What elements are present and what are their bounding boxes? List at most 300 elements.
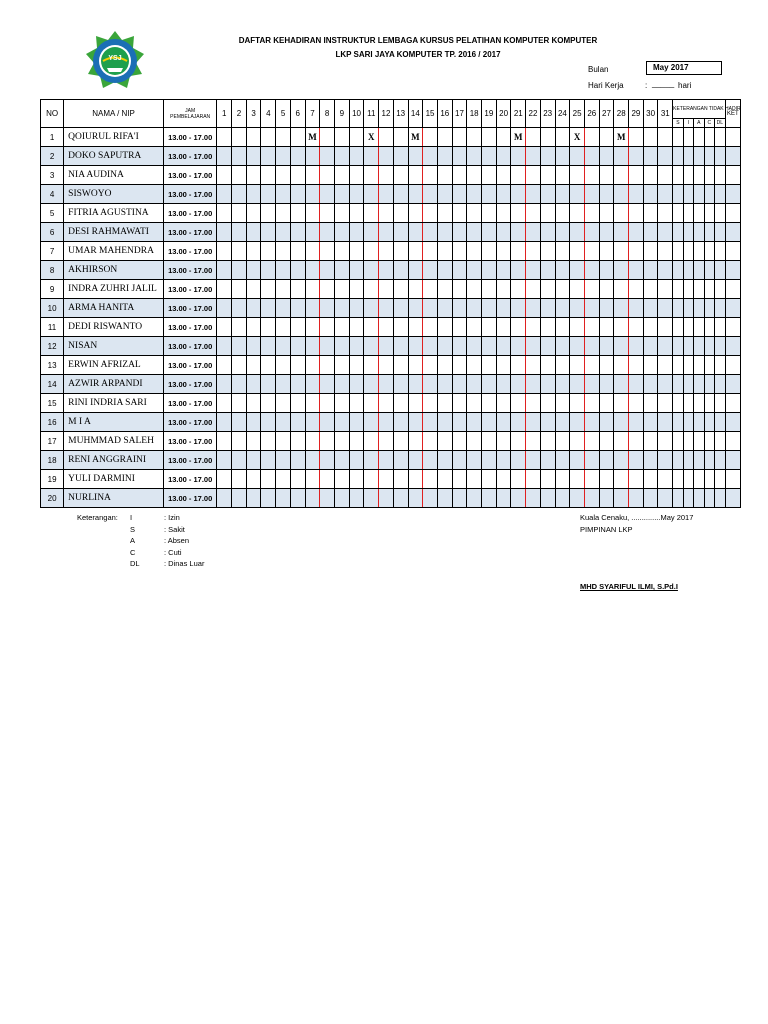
- day-cell[interactable]: [467, 356, 482, 375]
- day-cell[interactable]: [452, 470, 467, 489]
- day-cell[interactable]: [599, 261, 614, 280]
- day-cell[interactable]: [570, 261, 585, 280]
- keterangan-cell[interactable]: [673, 128, 683, 147]
- day-cell[interactable]: [496, 299, 511, 318]
- day-cell[interactable]: [540, 299, 555, 318]
- day-cell[interactable]: [511, 280, 526, 299]
- day-cell[interactable]: [408, 413, 423, 432]
- day-cell[interactable]: [217, 185, 232, 204]
- day-cell[interactable]: [629, 128, 644, 147]
- keterangan-cell[interactable]: [683, 394, 693, 413]
- day-cell[interactable]: [629, 470, 644, 489]
- day-cell[interactable]: [290, 451, 305, 470]
- day-cell[interactable]: [467, 451, 482, 470]
- day-cell[interactable]: [261, 356, 276, 375]
- day-cell[interactable]: [629, 242, 644, 261]
- day-cell[interactable]: [614, 451, 629, 470]
- keterangan-cell[interactable]: [673, 356, 683, 375]
- day-cell[interactable]: [643, 318, 658, 337]
- day-cell[interactable]: [320, 432, 335, 451]
- day-cell[interactable]: [335, 337, 350, 356]
- day-cell[interactable]: [496, 185, 511, 204]
- day-cell[interactable]: [643, 470, 658, 489]
- day-cell[interactable]: [614, 318, 629, 337]
- day-cell[interactable]: [423, 128, 438, 147]
- day-cell[interactable]: [320, 337, 335, 356]
- day-cell[interactable]: [437, 166, 452, 185]
- day-cell[interactable]: [540, 204, 555, 223]
- day-cell[interactable]: [261, 147, 276, 166]
- keterangan-cell[interactable]: [704, 299, 714, 318]
- day-cell[interactable]: [320, 299, 335, 318]
- day-cell[interactable]: [555, 242, 570, 261]
- day-cell[interactable]: [349, 280, 364, 299]
- day-cell[interactable]: [349, 337, 364, 356]
- day-cell[interactable]: [276, 185, 291, 204]
- day-cell[interactable]: [643, 413, 658, 432]
- day-cell[interactable]: [276, 394, 291, 413]
- keterangan-cell[interactable]: [673, 470, 683, 489]
- day-cell[interactable]: [261, 413, 276, 432]
- day-cell[interactable]: [496, 166, 511, 185]
- day-cell[interactable]: [246, 451, 261, 470]
- day-cell[interactable]: [584, 489, 599, 508]
- day-cell[interactable]: [217, 166, 232, 185]
- day-cell[interactable]: [452, 299, 467, 318]
- day-cell[interactable]: [629, 185, 644, 204]
- day-cell[interactable]: [570, 470, 585, 489]
- ket-cell[interactable]: [725, 185, 740, 204]
- day-cell[interactable]: [452, 261, 467, 280]
- day-cell[interactable]: [467, 280, 482, 299]
- day-cell[interactable]: [511, 432, 526, 451]
- keterangan-cell[interactable]: [683, 337, 693, 356]
- day-cell[interactable]: [511, 413, 526, 432]
- day-cell[interactable]: [599, 280, 614, 299]
- day-cell[interactable]: [658, 223, 673, 242]
- day-cell[interactable]: [511, 470, 526, 489]
- day-cell[interactable]: [364, 242, 379, 261]
- day-cell[interactable]: [437, 318, 452, 337]
- day-cell[interactable]: [643, 432, 658, 451]
- day-cell[interactable]: [217, 470, 232, 489]
- day-cell[interactable]: [349, 470, 364, 489]
- day-cell[interactable]: [364, 280, 379, 299]
- keterangan-cell[interactable]: [694, 299, 704, 318]
- day-cell[interactable]: [526, 185, 541, 204]
- day-cell[interactable]: [408, 318, 423, 337]
- day-cell[interactable]: [629, 261, 644, 280]
- day-cell[interactable]: [658, 356, 673, 375]
- day-cell[interactable]: [393, 375, 408, 394]
- day-cell[interactable]: [658, 337, 673, 356]
- ket-cell[interactable]: [725, 413, 740, 432]
- keterangan-cell[interactable]: [683, 242, 693, 261]
- day-cell[interactable]: [599, 185, 614, 204]
- day-cell[interactable]: [335, 375, 350, 394]
- day-cell[interactable]: [393, 128, 408, 147]
- keterangan-cell[interactable]: [683, 318, 693, 337]
- day-cell[interactable]: [555, 489, 570, 508]
- day-cell[interactable]: [599, 318, 614, 337]
- day-cell[interactable]: [261, 166, 276, 185]
- day-cell[interactable]: [599, 356, 614, 375]
- day-cell[interactable]: [276, 261, 291, 280]
- day-cell[interactable]: [584, 147, 599, 166]
- keterangan-cell[interactable]: [683, 299, 693, 318]
- day-cell[interactable]: [658, 451, 673, 470]
- day-cell[interactable]: [379, 318, 394, 337]
- day-cell[interactable]: [555, 204, 570, 223]
- day-cell[interactable]: [379, 375, 394, 394]
- day-cell[interactable]: [526, 204, 541, 223]
- keterangan-cell[interactable]: [704, 185, 714, 204]
- day-cell[interactable]: [423, 242, 438, 261]
- day-cell[interactable]: [364, 166, 379, 185]
- day-cell[interactable]: [290, 413, 305, 432]
- day-cell[interactable]: [290, 337, 305, 356]
- day-cell[interactable]: [643, 261, 658, 280]
- day-cell[interactable]: [349, 451, 364, 470]
- day-cell[interactable]: [246, 166, 261, 185]
- day-cell[interactable]: [467, 432, 482, 451]
- day-cell[interactable]: [276, 337, 291, 356]
- day-cell[interactable]: [437, 147, 452, 166]
- day-cell[interactable]: [305, 280, 320, 299]
- day-cell[interactable]: [423, 185, 438, 204]
- day-cell[interactable]: [482, 242, 497, 261]
- keterangan-cell[interactable]: [683, 261, 693, 280]
- day-cell[interactable]: [599, 299, 614, 318]
- day-cell[interactable]: [658, 185, 673, 204]
- ket-cell[interactable]: [725, 128, 740, 147]
- day-cell[interactable]: [232, 432, 247, 451]
- day-cell[interactable]: [570, 318, 585, 337]
- day-cell[interactable]: [599, 470, 614, 489]
- day-cell[interactable]: [320, 451, 335, 470]
- day-cell[interactable]: [643, 489, 658, 508]
- day-cell[interactable]: [526, 299, 541, 318]
- day-cell[interactable]: [408, 470, 423, 489]
- day-cell[interactable]: [437, 432, 452, 451]
- keterangan-cell[interactable]: [694, 223, 704, 242]
- day-cell[interactable]: [482, 337, 497, 356]
- keterangan-cell[interactable]: [673, 147, 683, 166]
- day-cell[interactable]: [423, 337, 438, 356]
- day-cell[interactable]: [232, 394, 247, 413]
- day-cell[interactable]: [246, 128, 261, 147]
- day-cell[interactable]: [437, 337, 452, 356]
- day-cell[interactable]: [217, 432, 232, 451]
- keterangan-cell[interactable]: [715, 394, 726, 413]
- day-cell[interactable]: [482, 166, 497, 185]
- day-cell[interactable]: [232, 185, 247, 204]
- day-cell[interactable]: [217, 356, 232, 375]
- day-cell[interactable]: [246, 280, 261, 299]
- day-cell[interactable]: [232, 318, 247, 337]
- day-cell[interactable]: [335, 394, 350, 413]
- day-cell[interactable]: [335, 204, 350, 223]
- day-cell[interactable]: [217, 261, 232, 280]
- keterangan-cell[interactable]: [704, 261, 714, 280]
- day-cell[interactable]: [408, 489, 423, 508]
- day-cell[interactable]: [584, 337, 599, 356]
- bulan-value[interactable]: May 2017: [646, 61, 722, 75]
- day-cell[interactable]: [276, 166, 291, 185]
- day-cell[interactable]: [452, 280, 467, 299]
- day-cell[interactable]: [555, 223, 570, 242]
- day-cell[interactable]: [364, 261, 379, 280]
- day-cell[interactable]: [320, 280, 335, 299]
- day-cell[interactable]: [232, 413, 247, 432]
- day-cell[interactable]: [482, 413, 497, 432]
- day-cell[interactable]: [290, 280, 305, 299]
- day-cell[interactable]: [232, 375, 247, 394]
- day-cell[interactable]: [305, 147, 320, 166]
- day-cell[interactable]: [335, 299, 350, 318]
- day-cell[interactable]: [643, 242, 658, 261]
- day-cell[interactable]: [629, 337, 644, 356]
- keterangan-cell[interactable]: [673, 242, 683, 261]
- day-cell[interactable]: [261, 489, 276, 508]
- day-cell[interactable]: [246, 413, 261, 432]
- day-cell[interactable]: [393, 299, 408, 318]
- day-cell[interactable]: [584, 394, 599, 413]
- keterangan-cell[interactable]: [694, 356, 704, 375]
- day-cell[interactable]: [629, 280, 644, 299]
- day-cell[interactable]: [290, 204, 305, 223]
- day-cell[interactable]: [482, 318, 497, 337]
- day-cell[interactable]: [246, 318, 261, 337]
- day-cell[interactable]: [364, 337, 379, 356]
- day-cell[interactable]: [614, 470, 629, 489]
- day-cell[interactable]: [496, 413, 511, 432]
- day-cell[interactable]: [261, 375, 276, 394]
- day-cell[interactable]: [261, 394, 276, 413]
- day-cell[interactable]: [658, 470, 673, 489]
- day-cell[interactable]: [379, 470, 394, 489]
- keterangan-cell[interactable]: [715, 128, 726, 147]
- day-cell[interactable]: [482, 489, 497, 508]
- day-cell[interactable]: [379, 204, 394, 223]
- day-cell[interactable]: [629, 147, 644, 166]
- day-cell[interactable]: [599, 128, 614, 147]
- day-cell[interactable]: [379, 432, 394, 451]
- day-cell[interactable]: [320, 394, 335, 413]
- keterangan-cell[interactable]: [715, 280, 726, 299]
- day-cell[interactable]: [246, 204, 261, 223]
- day-cell[interactable]: [629, 413, 644, 432]
- day-cell[interactable]: [261, 432, 276, 451]
- day-cell[interactable]: [614, 394, 629, 413]
- keterangan-cell[interactable]: [715, 147, 726, 166]
- day-cell[interactable]: [511, 166, 526, 185]
- day-cell[interactable]: [320, 166, 335, 185]
- day-cell[interactable]: [526, 489, 541, 508]
- day-cell[interactable]: [246, 261, 261, 280]
- day-cell[interactable]: [452, 166, 467, 185]
- day-cell[interactable]: [290, 147, 305, 166]
- ket-cell[interactable]: [725, 451, 740, 470]
- day-cell[interactable]: [437, 128, 452, 147]
- day-cell[interactable]: [496, 356, 511, 375]
- day-cell[interactable]: [599, 166, 614, 185]
- day-cell[interactable]: [217, 413, 232, 432]
- keterangan-cell[interactable]: [673, 261, 683, 280]
- keterangan-cell[interactable]: [715, 318, 726, 337]
- day-cell[interactable]: [276, 204, 291, 223]
- day-cell[interactable]: [599, 489, 614, 508]
- day-cell[interactable]: [540, 280, 555, 299]
- keterangan-cell[interactable]: [683, 432, 693, 451]
- day-cell[interactable]: [614, 299, 629, 318]
- day-cell[interactable]: [246, 394, 261, 413]
- day-cell[interactable]: [217, 204, 232, 223]
- day-cell[interactable]: [511, 185, 526, 204]
- day-cell[interactable]: [305, 318, 320, 337]
- day-cell[interactable]: [408, 223, 423, 242]
- day-cell[interactable]: [349, 394, 364, 413]
- day-cell[interactable]: [540, 337, 555, 356]
- day-cell[interactable]: [658, 166, 673, 185]
- day-cell[interactable]: [349, 223, 364, 242]
- day-cell[interactable]: [408, 185, 423, 204]
- day-cell[interactable]: [614, 280, 629, 299]
- day-cell[interactable]: [276, 242, 291, 261]
- day-cell[interactable]: [364, 394, 379, 413]
- keterangan-cell[interactable]: [715, 432, 726, 451]
- day-cell[interactable]: [584, 299, 599, 318]
- day-cell[interactable]: [364, 299, 379, 318]
- day-cell[interactable]: [643, 299, 658, 318]
- day-cell[interactable]: [526, 318, 541, 337]
- day-cell[interactable]: [408, 299, 423, 318]
- day-cell[interactable]: [511, 337, 526, 356]
- day-cell[interactable]: [555, 451, 570, 470]
- day-cell[interactable]: [555, 185, 570, 204]
- day-cell[interactable]: [467, 489, 482, 508]
- ket-cell[interactable]: [725, 223, 740, 242]
- keterangan-cell[interactable]: [704, 394, 714, 413]
- day-cell[interactable]: [423, 489, 438, 508]
- day-cell[interactable]: [246, 356, 261, 375]
- day-cell[interactable]: [555, 337, 570, 356]
- keterangan-cell[interactable]: [673, 204, 683, 223]
- day-cell[interactable]: [452, 394, 467, 413]
- day-cell[interactable]: [629, 375, 644, 394]
- day-cell[interactable]: [496, 128, 511, 147]
- day-cell[interactable]: [423, 299, 438, 318]
- day-cell[interactable]: [393, 185, 408, 204]
- day-cell[interactable]: [467, 223, 482, 242]
- keterangan-cell[interactable]: [683, 375, 693, 394]
- day-cell[interactable]: [246, 489, 261, 508]
- day-cell[interactable]: [584, 451, 599, 470]
- keterangan-cell[interactable]: [673, 432, 683, 451]
- day-cell[interactable]: [629, 356, 644, 375]
- day-cell[interactable]: [320, 375, 335, 394]
- day-cell[interactable]: [364, 356, 379, 375]
- day-cell[interactable]: [629, 432, 644, 451]
- day-cell[interactable]: [217, 489, 232, 508]
- day-cell[interactable]: [393, 394, 408, 413]
- day-cell[interactable]: [540, 394, 555, 413]
- day-cell[interactable]: [584, 356, 599, 375]
- day-cell[interactable]: [261, 128, 276, 147]
- day-cell[interactable]: [305, 356, 320, 375]
- day-cell[interactable]: [555, 261, 570, 280]
- day-cell[interactable]: [643, 337, 658, 356]
- day-cell[interactable]: [217, 242, 232, 261]
- day-cell[interactable]: [496, 432, 511, 451]
- day-cell[interactable]: [643, 451, 658, 470]
- day-cell[interactable]: [452, 147, 467, 166]
- day-cell[interactable]: [570, 375, 585, 394]
- keterangan-cell[interactable]: [715, 223, 726, 242]
- day-cell[interactable]: [290, 166, 305, 185]
- day-cell[interactable]: [423, 280, 438, 299]
- day-cell[interactable]: [393, 451, 408, 470]
- day-cell[interactable]: [246, 470, 261, 489]
- day-cell[interactable]: [437, 451, 452, 470]
- day-cell[interactable]: [540, 261, 555, 280]
- keterangan-cell[interactable]: [683, 166, 693, 185]
- day-cell[interactable]: [570, 299, 585, 318]
- day-cell[interactable]: [658, 204, 673, 223]
- day-cell[interactable]: [643, 223, 658, 242]
- day-cell[interactable]: [482, 451, 497, 470]
- day-cell[interactable]: [540, 489, 555, 508]
- day-cell[interactable]: [290, 299, 305, 318]
- day-cell[interactable]: [614, 489, 629, 508]
- day-cell[interactable]: [540, 432, 555, 451]
- day-cell[interactable]: [379, 299, 394, 318]
- day-cell[interactable]: [290, 185, 305, 204]
- day-cell[interactable]: [364, 223, 379, 242]
- day-cell[interactable]: [526, 470, 541, 489]
- day-cell[interactable]: [467, 299, 482, 318]
- day-cell[interactable]: [379, 242, 394, 261]
- day-cell[interactable]: [658, 413, 673, 432]
- day-cell[interactable]: [335, 318, 350, 337]
- keterangan-cell[interactable]: [673, 318, 683, 337]
- day-cell[interactable]: [584, 128, 599, 147]
- day-cell[interactable]: [452, 204, 467, 223]
- day-cell[interactable]: [555, 128, 570, 147]
- day-cell[interactable]: [408, 451, 423, 470]
- day-cell[interactable]: [643, 356, 658, 375]
- day-cell[interactable]: [393, 280, 408, 299]
- day-cell[interactable]: [614, 204, 629, 223]
- day-cell[interactable]: M: [305, 128, 320, 147]
- day-cell[interactable]: [437, 299, 452, 318]
- day-cell[interactable]: [320, 413, 335, 432]
- keterangan-cell[interactable]: [673, 394, 683, 413]
- day-cell[interactable]: [393, 413, 408, 432]
- day-cell[interactable]: [217, 375, 232, 394]
- day-cell[interactable]: [349, 147, 364, 166]
- day-cell[interactable]: [540, 242, 555, 261]
- day-cell[interactable]: [364, 204, 379, 223]
- day-cell[interactable]: [423, 204, 438, 223]
- day-cell[interactable]: [629, 394, 644, 413]
- day-cell[interactable]: [511, 489, 526, 508]
- day-cell[interactable]: [584, 470, 599, 489]
- day-cell[interactable]: [320, 356, 335, 375]
- keterangan-cell[interactable]: [683, 204, 693, 223]
- day-cell[interactable]: [496, 280, 511, 299]
- day-cell[interactable]: [540, 318, 555, 337]
